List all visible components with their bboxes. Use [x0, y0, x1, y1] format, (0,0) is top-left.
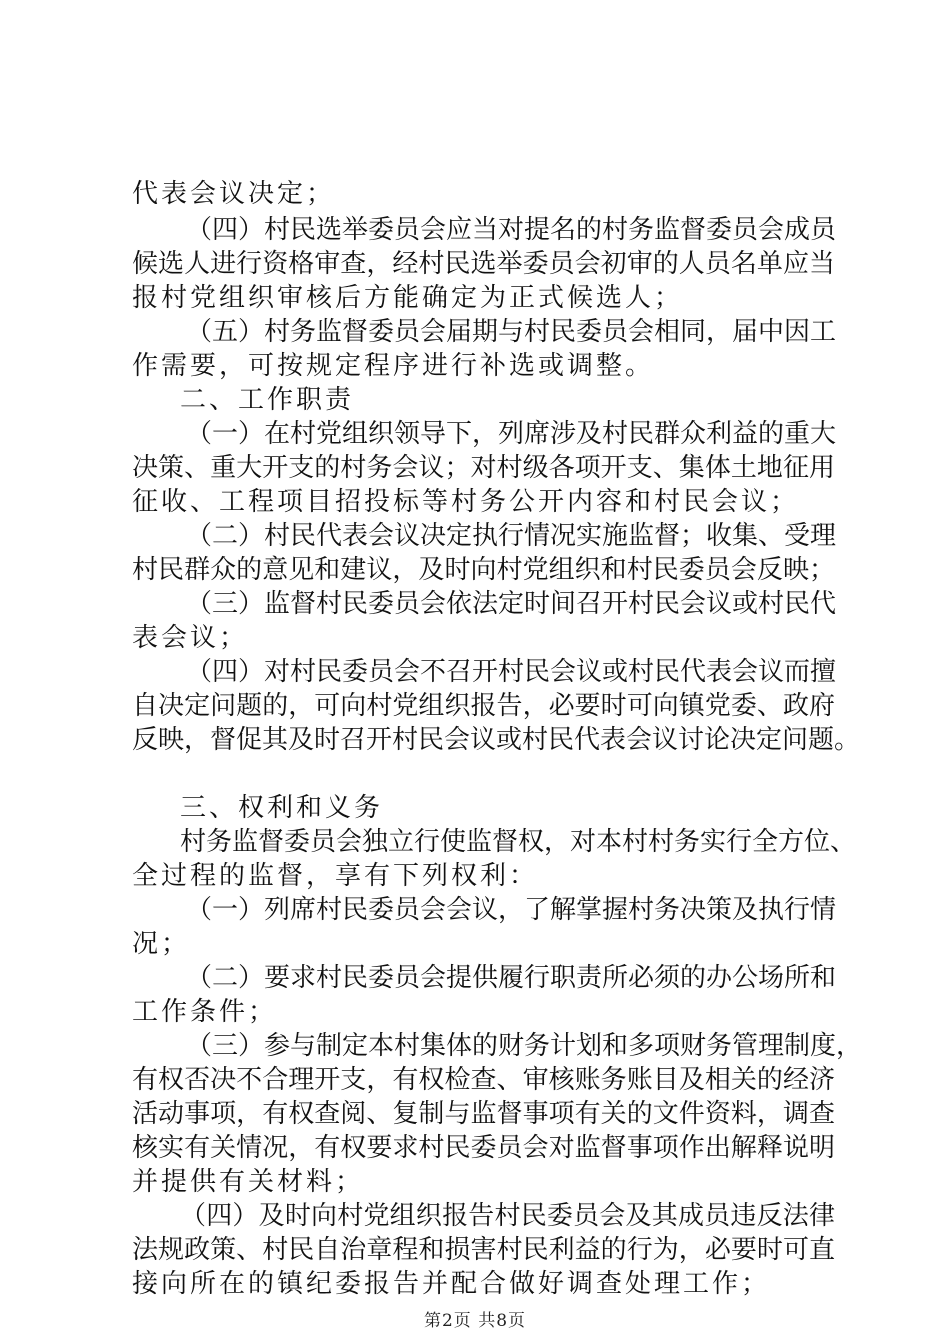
text-line: 工作条件； [132, 997, 278, 1027]
text-line: 反映，督促其及时召开村民会议或村民代表会议讨论决定问题。 [132, 725, 861, 755]
text-line: 核实有关情况，有权要求村民委员会对监督事项作出解释说明 [132, 1133, 835, 1163]
text-line: （四）对村民委员会不召开村民会议或村民代表会议而擅 [186, 657, 837, 687]
text-line: （三）监督村民委员会依法定时间召开村民会议或村民代 [186, 589, 837, 619]
text-line: 表会议； [132, 623, 249, 653]
text-line: 有权否决不合理开支，有权检查、审核账务账目及相关的经济 [132, 1065, 835, 1095]
text-line: 法规政策、村民自治章程和损害村民利益的行为，必要时可直 [132, 1235, 835, 1265]
text-line: （三）参与制定本村集体的财务计划和多项财务管理制度， [186, 1031, 863, 1061]
section-heading: 二、工作职责 [180, 385, 355, 415]
text-line: 报村党组织审核后方能确定为正式候选人； [132, 283, 684, 313]
text-line: （四）及时向村党组织报告村民委员会及其成员违反法律 [180, 1201, 835, 1231]
text-line: 全过程的监督，享有下列权利： [132, 861, 539, 891]
text-line: 作需要，可按规定程序进行补选或调整。 [132, 351, 655, 381]
text-line: （四）村民选举委员会应当对提名的村务监督委员会成员 [186, 215, 837, 245]
text-line: 并提供有关材料； [132, 1167, 365, 1197]
text-line: （二）要求村民委员会提供履行职责所必须的办公场所和 [186, 963, 837, 993]
text-line: 征收、工程项目招投标等村务公开内容和村民会议； [132, 487, 800, 517]
page-footer: 第2页 共8页 [423, 1311, 527, 1331]
text-line: 村务监督委员会独立行使监督权，对本村村务实行全方位、 [180, 827, 857, 857]
text-line: 决策、重大开支的村务会议；对村级各项开支、集体土地征用 [132, 453, 835, 483]
text-line: （一）在村党组织领导下，列席涉及村民群众利益的重大 [186, 419, 837, 449]
text-line: （五）村务监督委员会届期与村民委员会相同，届中因工 [186, 317, 837, 347]
section-heading: 三、权利和义务 [180, 793, 384, 823]
text-line: 活动事项，有权查阅、复制与监督事项有关的文件资料，调查 [132, 1099, 835, 1129]
text-line: 候选人进行资格审查，经村民选举委员会初审的人员名单应当 [132, 249, 835, 279]
text-line: 代表会议决定； [132, 179, 336, 209]
text-line: 况； [132, 929, 191, 959]
text-line: （一）列席村民委员会会议，了解掌握村务决策及执行情 [186, 895, 837, 925]
text-line: （二）村民代表会议决定执行情况实施监督；收集、受理 [186, 521, 837, 551]
text-line: 村民群众的意见和建议，及时向村党组织和村民委员会反映； [132, 555, 835, 585]
text-line: 接向所在的镇纪委报告并配合做好调查处理工作； [132, 1269, 771, 1299]
text-line: 自决定问题的，可向村党组织报告，必要时可向镇党委、政府 [132, 691, 835, 721]
